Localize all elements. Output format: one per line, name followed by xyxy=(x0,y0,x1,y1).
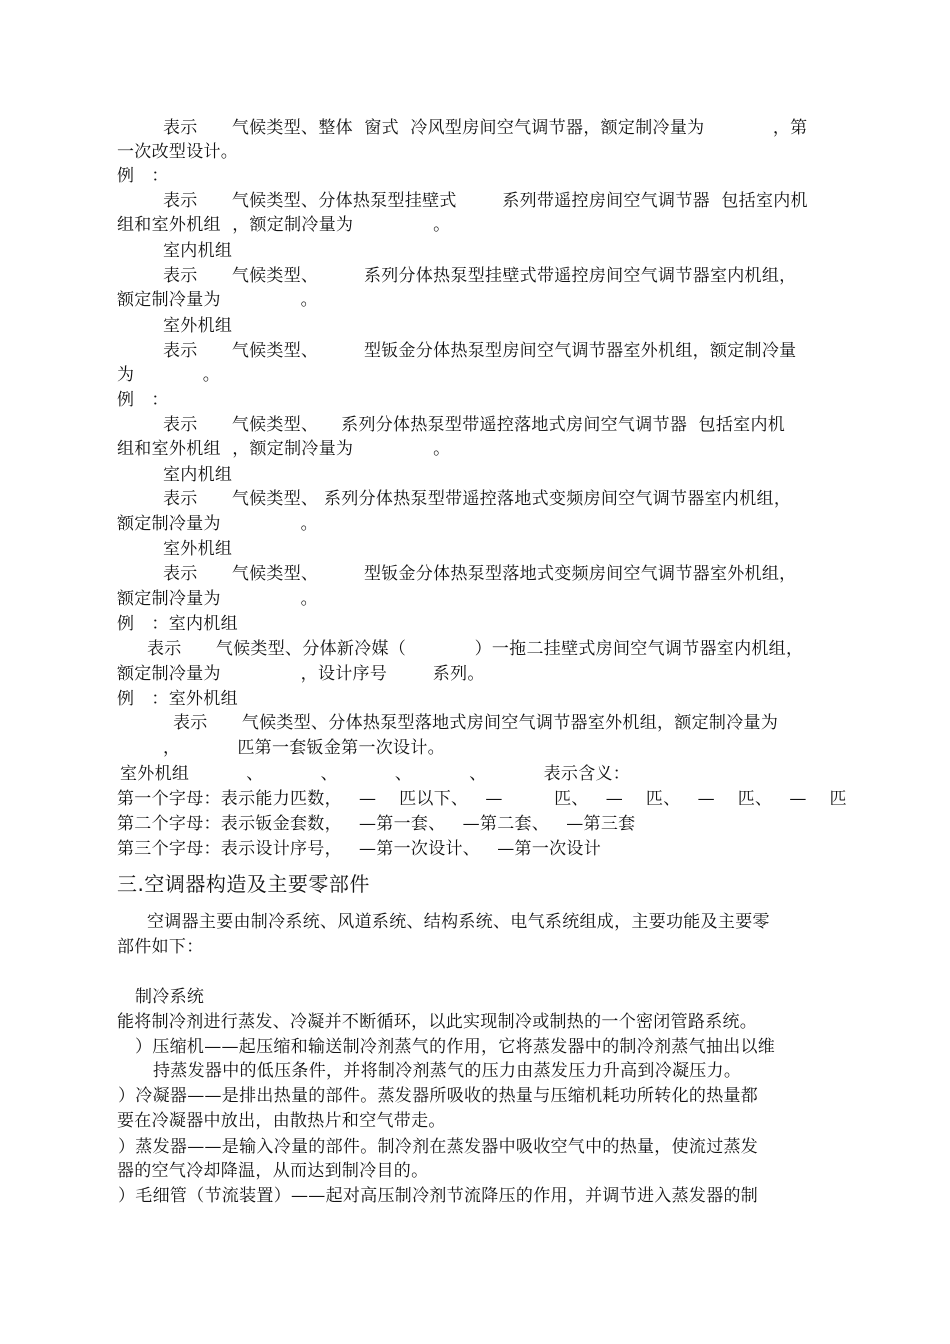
text-line: 例 ： xyxy=(117,390,169,410)
section-heading: 三.空调器构造及主要零部件 xyxy=(117,872,370,896)
text-line: 室外机组 xyxy=(163,539,233,559)
text-line: 表示 气候类型、 型钣金分体热泵型落地式变频房间空气调节器室外机组， xyxy=(163,564,797,584)
text-line: 制冷系统 xyxy=(135,987,205,1007)
text-line: 为 。 xyxy=(117,365,221,385)
text-line: 表示 气候类型、分体热泵型落地式房间空气调节器室外机组，额定制冷量为 xyxy=(173,713,779,733)
text-line: 表示 气候类型、分体热泵型挂壁式 系列带遥控房间空气调节器 包括室内机 xyxy=(163,191,808,211)
text-line: 室内机组 xyxy=(163,465,233,485)
text-line: 室外机组 、 、 、 、 表示含义： xyxy=(120,764,631,784)
text-line: 额定制冷量为 。 xyxy=(117,514,318,534)
text-line: 表示 气候类型、整体 窗式 冷风型房间空气调节器，额定制冷量为 ，第 xyxy=(163,118,808,138)
text-line: 例 ： xyxy=(117,166,169,186)
text-line: 表示 气候类型、 系列分体热泵型带遥控落地式变频房间空气调节器室内机组， xyxy=(163,489,792,509)
text-line: ）蒸发器——是输入冷量的部件。制冷剂在蒸发器中吸收空气中的热量，使流过蒸发 xyxy=(118,1137,759,1157)
text-line: ）压缩机——起压缩和输送制冷剂蒸气的作用，它将蒸发器中的制冷剂蒸气抽出以维 xyxy=(135,1037,776,1057)
text-line: 器的空气冷却降温，从而达到制冷目的。 xyxy=(117,1161,429,1181)
text-line: 持蒸发器中的低压条件，并将制冷剂蒸气的压力由蒸发压力升高到冷凝压力。 xyxy=(153,1061,742,1081)
text-line: ， 匹第一套钣金第一次设计。 xyxy=(163,738,445,758)
text-line: 室内机组 xyxy=(163,241,233,261)
text-line: 部件如下： xyxy=(117,937,204,957)
text-line: 组和室外机组 ，额定制冷量为 。 xyxy=(117,215,451,235)
text-line: 第二个字母：表示钣金套数， —第一套、 —第二套、 —第三套 xyxy=(117,814,636,834)
text-line: 表示 气候类型、 系列分体热泵型带遥控落地式房间空气调节器 包括室内机 xyxy=(163,415,786,435)
text-line: 额定制冷量为 ，设计序号 系列。 xyxy=(117,664,485,684)
text-line: 空调器主要由制冷系统、风道系统、结构系统、电气系统组成，主要功能及主要零 xyxy=(147,912,770,932)
text-line: ）毛细管（节流装置）——起对高压制冷剂节流降压的作用，并调节进入蒸发器的制 xyxy=(118,1186,759,1206)
text-line: 第三个字母：表示设计序号， —第一次设计、 —第一次设计 xyxy=(117,839,602,859)
text-line: 室外机组 xyxy=(163,316,233,336)
text-line: 额定制冷量为 。 xyxy=(117,290,318,310)
text-line: 例 ：室外机组 xyxy=(117,689,238,709)
text-line: 额定制冷量为 。 xyxy=(117,589,318,609)
text-line: 例 ：室内机组 xyxy=(117,614,238,634)
text-line: 要在冷凝器中放出，由散热片和空气带走。 xyxy=(117,1111,446,1131)
text-line: 表示 气候类型、 系列分体热泵型挂壁式带遥控房间空气调节器室内机组， xyxy=(163,266,797,286)
text-line: ）冷凝器——是排出热量的部件。蒸发器所吸收的热量与压缩机耗功所转化的热量都 xyxy=(118,1086,759,1106)
text-line: 第一个字母：表示能力匹数， — 匹以下、 — 匹、 — 匹、 — 匹、 — 匹 xyxy=(117,789,847,809)
text-line: 组和室外机组 ，额定制冷量为 。 xyxy=(117,439,451,459)
text-line: 表示 气候类型、分体新冷媒（ ）一拖二挂壁式房间空气调节器室内机组， xyxy=(147,639,804,659)
text-line: 表示 气候类型、 型钣金分体热泵型房间空气调节器室外机组，额定制冷量 xyxy=(163,341,797,361)
text-line: 能将制冷剂进行蒸发、冷凝并不断循环，以此实现制冷或制热的一个密闭管路系统。 xyxy=(117,1012,758,1032)
text-line: 一次改型设计。 xyxy=(117,142,239,162)
